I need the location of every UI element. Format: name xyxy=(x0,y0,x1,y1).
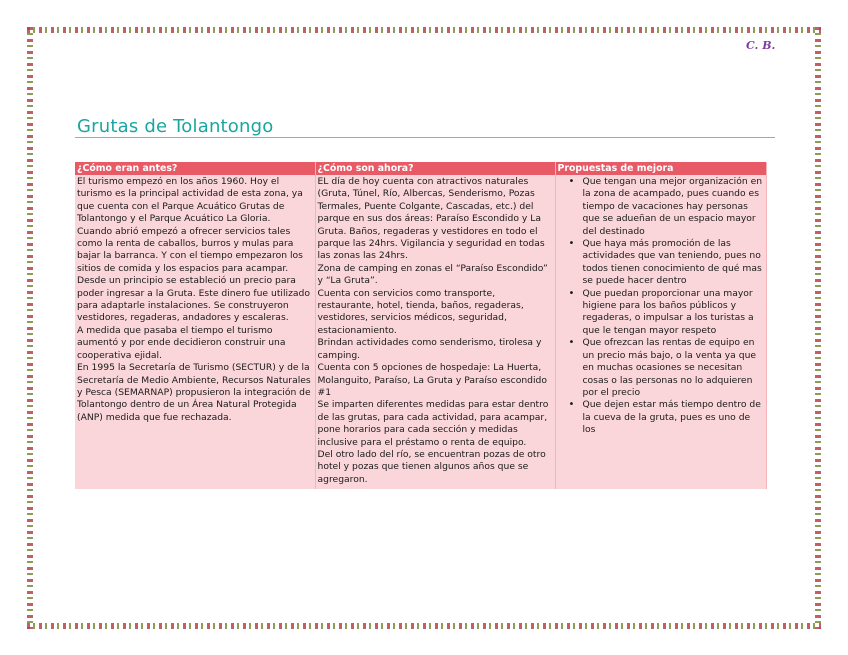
propuestas-list xyxy=(558,176,764,437)
header-antes: ¿Cómo eran antes? xyxy=(75,162,315,175)
antes-paragraph: Cuando abrió empezó a ofrecer servicios tales como la renta de caballos, burros y mulas para bajar la barranca. Y con el tiempo empezaron los sitios de comida y los espacios para acampar. Desde un principio se estableció un precio para poder ingresar a la Gruta. Este dinero fue utilizado para adaptarle instalaciones. Se construyeron vestidores, regaderas, andadores y escaleras. xyxy=(77,225,310,324)
cell-antes xyxy=(75,175,315,489)
ahora-paragraph: Brindan actividades como senderismo, tirolesa y camping. xyxy=(317,337,542,361)
cell-ahora xyxy=(315,175,555,489)
ahora-paragraph: Cuenta con 5 opciones de hospedaje: La Huerta, Molanguito, Paraíso, La Gruta y Paraíso escondido #1 xyxy=(317,362,548,398)
ahora-paragraph: Del otro lado del río, se encuentran pozas de otro hotel y pozas que tienen algunos años que se agregaron. xyxy=(317,448,546,485)
comparison-table xyxy=(75,162,767,489)
header-initials: C. B. xyxy=(746,39,776,52)
ahora-paragraph: EL día de hoy cuenta con atractivos naturales (Gruta, Túnel, Río, Albercas, Senderismo, Pozas Termales, Puente Colgante, Cascadas, etc.) del parque en sus dos áreas: Paraíso Escondido y La Gruta. Baños, regaderas y vestidores en todo el parque las 24hrs. Vigilancia y seguridad en todas las zonas las 24hrs. xyxy=(317,176,545,262)
border-right xyxy=(815,27,821,629)
table-header-row xyxy=(75,162,766,175)
propuesta-item: • Que dejen estar más tiempo dentro de la cueva de la gruta, pues es uno de los xyxy=(583,399,764,436)
cell-propuestas xyxy=(555,175,766,489)
document-title: Grutas de Tolantongo xyxy=(77,116,274,137)
ahora-paragraph: Se imparten diferentes medidas para estar dentro de las grutas, para cada actividad, para acampar, pone horarios para cada sección y medidas inclusive para el préstamo o renta de equipo. xyxy=(317,399,549,448)
border-bottom xyxy=(27,623,821,629)
ahora-paragraph: Zona de camping en zonas el “Paraíso Escondido” y “La Gruta”. xyxy=(317,262,548,287)
title-underline xyxy=(75,137,775,138)
header-propuestas: Propuestas de mejora xyxy=(555,162,766,175)
table-row xyxy=(75,175,766,489)
antes-paragraph: El turismo empezó en los años 1960. Hoy el turismo es la principal actividad de esta zona, ya que cuenta con el Parque Acuático Grutas de Tolantongo y el Parque Acuático La Gloria. xyxy=(77,176,303,225)
ahora-paragraph: Cuenta con servicios como transporte, restaurante, hotel, tienda, baños, regaderas, vestidores, servicios médicos, seguridad, estacionamiento. xyxy=(317,287,524,336)
border-top xyxy=(27,27,821,33)
propuesta-item: • Que ofrezcan las rentas de equipo en un precio más bajo, o la venta ya que en muchas ocasiones se necesitan cosas o las personas no lo adquieren por el precio xyxy=(583,337,764,399)
propuesta-item: • Que puedan proporcionar una mayor higiene para los baños públicos y regaderas, o impulsar a los turistas a que le tengan mayor respeto xyxy=(583,288,764,338)
propuesta-item: • Que haya más promoción de las actividades que van teniendo, pues no todos tienen conocimiento de qué mas se puede hacer dentro xyxy=(583,238,764,288)
antes-paragraph: A medida que pasaba el tiempo el turismo aumentó y por ende decidieron construir una cooperativa ejidal. xyxy=(77,324,286,361)
header-ahora: ¿Cómo son ahora? xyxy=(315,162,555,175)
border-left xyxy=(27,27,33,629)
antes-paragraph: En 1995 la Secretaría de Turismo (SECTUR) y de la Secretaría de Medio Ambiente, Recursos Naturales y Pesca (SEMARNAP) propusieron la integración de Tolantongo dentro de un Área Natural Protegida (ANP) medida que fue rechazada. xyxy=(77,362,311,423)
propuesta-item: • Que tengan una mejor organización en la zona de acampado, pues cuando es tiempo de vacaciones hay personas que se adueñan de un espacio mayor del destinado xyxy=(583,176,764,238)
